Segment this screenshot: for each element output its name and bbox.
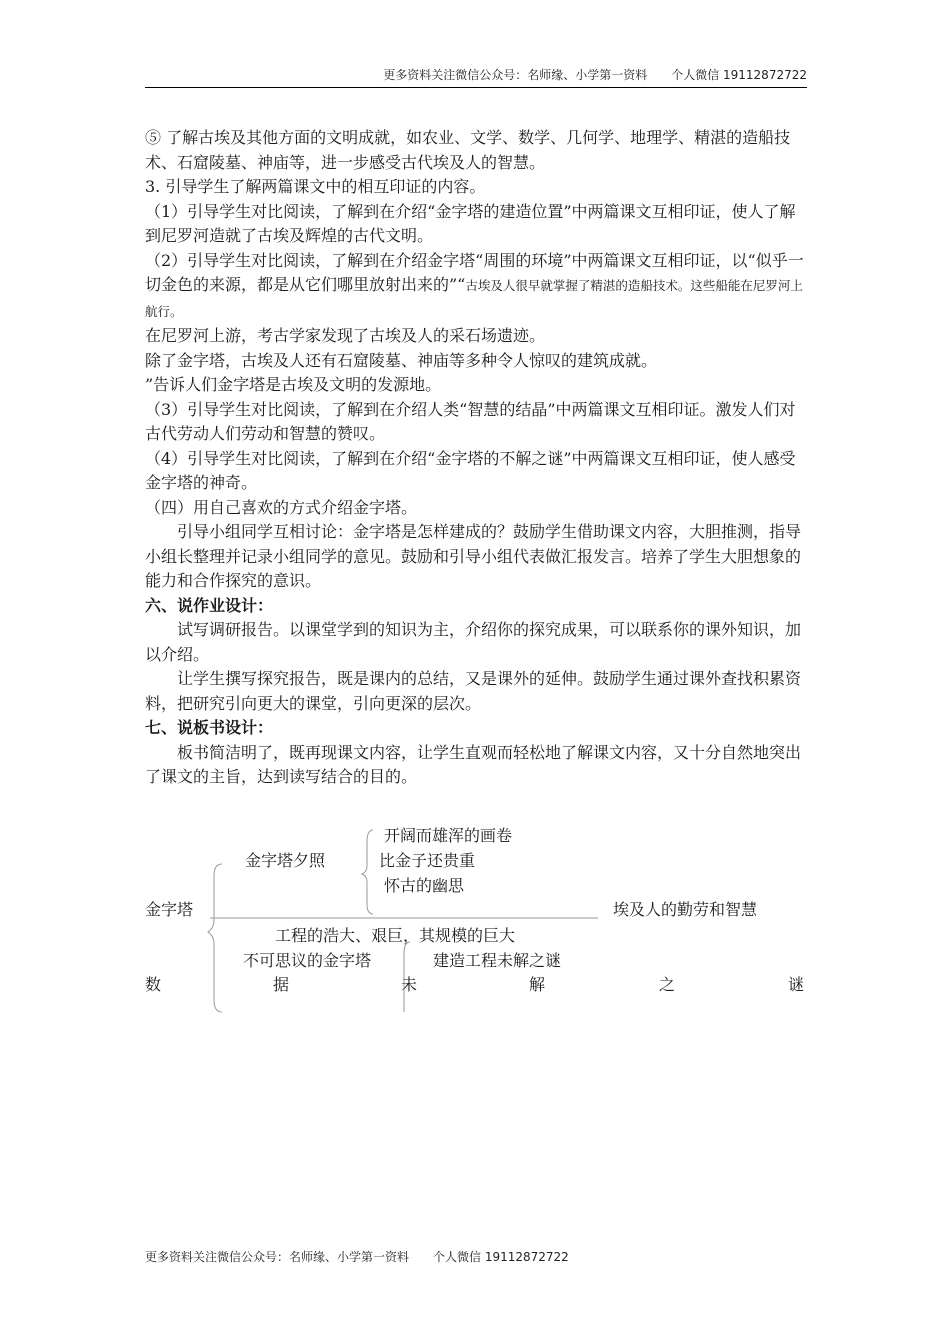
board-line-scale: 工程的浩大、艰巨，其规模的巨大 bbox=[275, 926, 516, 945]
page-header: 更多资料关注微信公众号：名师缘、小学第一资料 个人微信 19112872722 bbox=[383, 68, 807, 82]
paragraph-achievements: ⑤ 了解古埃及其他方面的文明成就，如农业、文学、数学、几何学、地理学、精湛的造船技术、石窟陵墓、神庙等，进一步感受古代埃及人的智慧。 bbox=[145, 128, 791, 172]
board-branch1: 金字塔夕照 bbox=[245, 851, 326, 870]
paragraph-compare-4: （4）引导学生对比阅读，了解到在介绍“金字塔的不解之谜”中两篇课文互相印证，使人感受金字塔的神奇。 bbox=[145, 448, 796, 492]
board-bottom-char: 据 bbox=[273, 975, 290, 994]
document-body bbox=[145, 126, 807, 790]
board-bottom-char: 未 bbox=[401, 975, 418, 994]
section-heading-homework: 六、说作业设计： bbox=[145, 595, 274, 615]
board-bottom-char: 数 bbox=[145, 975, 162, 994]
board-bottom-char: 解 bbox=[529, 975, 546, 994]
paragraph-homework-1: 试写调研报告。以课堂学到的知识为主，介绍你的探究成果，可以联系你的课外知识，加以介绍。 bbox=[145, 620, 802, 664]
board-main-title: 金字塔 bbox=[145, 900, 194, 919]
paragraph-homework-2: 让学生撰写探究报告，既是课内的总结，又是课外的延伸。鼓励学生通过课外查找积累资料，把研究引向更大的课堂，引向更深的层次。 bbox=[145, 669, 802, 713]
header-divider bbox=[145, 87, 807, 88]
paragraph-compare-2 bbox=[145, 249, 807, 325]
board-bottom-char: 谜 bbox=[788, 975, 805, 994]
paragraph-origin: ”告诉人们金字塔是古埃及文明的发源地。 bbox=[145, 375, 442, 394]
compare-2-text: （2）引导学生对比阅读，了解到在介绍金字塔“周围的环境”中两篇课文互相印证，以“似乎一切金色的来源，都是从它们哪里放射出来的”“ bbox=[145, 250, 804, 294]
paragraph-step4: （四）用自己喜欢的方式介绍金字塔。 bbox=[145, 497, 418, 517]
paragraph-board-design: 板书简洁明了，既再现课文内容，让学生直观而轻松地了解课文内容，又十分自然地突出了课文的主旨，达到读写结合的目的。 bbox=[145, 742, 802, 786]
board-conclusion: 埃及人的勤劳和智慧 bbox=[613, 900, 758, 919]
paragraph-group-discussion: 引导小组同学互相讨论：金字塔是怎样建成的？鼓励学生借助课文内容，大胆推测，指导小组长整理并记录小组同学的意见。鼓励和引导小组代表做汇报发言。培养了学生大胆想象的能力和合作探究的意识。 bbox=[145, 522, 802, 590]
section-heading-board: 七、说板书设计： bbox=[145, 718, 274, 737]
board-unsolved: 建造工程未解之谜 bbox=[433, 951, 562, 970]
paragraph-compare-3: （3）引导学生对比阅读，了解到在介绍人类“智慧的结晶”中两篇课文互相印证。激发人们对古代劳动人们劳动和智慧的赞叹。 bbox=[145, 399, 796, 443]
board-bottom-char: 之 bbox=[659, 975, 676, 994]
paragraph-buildings: 除了金字塔，古埃及人还有石窟陵墓、神庙等多种令人惊叹的建筑成就。 bbox=[145, 350, 658, 370]
compare-2-quote: 古埃及人很早就掌握了精湛的造船技术。这些船能在尼罗河上航行。 bbox=[145, 278, 803, 319]
paragraph-compare-1: （1）引导学生对比阅读，了解到在介绍“金字塔的建造位置”中两篇课文互相印证，使人了解到尼罗河造就了古埃及辉煌的古代文明。 bbox=[145, 201, 796, 245]
paragraph-quarry: 在尼罗河上游，考古学家发现了古埃及人的采石场遗迹。 bbox=[145, 326, 546, 345]
board-branch1-item: 开阔而雄浑的画卷 bbox=[384, 826, 513, 845]
paragraph-step3: 3. 引导学生了解两篇课文中的相互印证的内容。 bbox=[145, 177, 486, 196]
board-branch2: 不可思议的金字塔 bbox=[243, 951, 372, 970]
page-footer: 更多资料关注微信公众号：名师缘、小学第一资料 个人微信 19112872722 bbox=[145, 1250, 569, 1264]
branch1-brace bbox=[362, 830, 373, 914]
main-brace bbox=[208, 864, 222, 1012]
board-branch1-item: 比金子还贵重 bbox=[379, 851, 476, 870]
board-branch1-item: 怀古的幽思 bbox=[384, 876, 465, 895]
